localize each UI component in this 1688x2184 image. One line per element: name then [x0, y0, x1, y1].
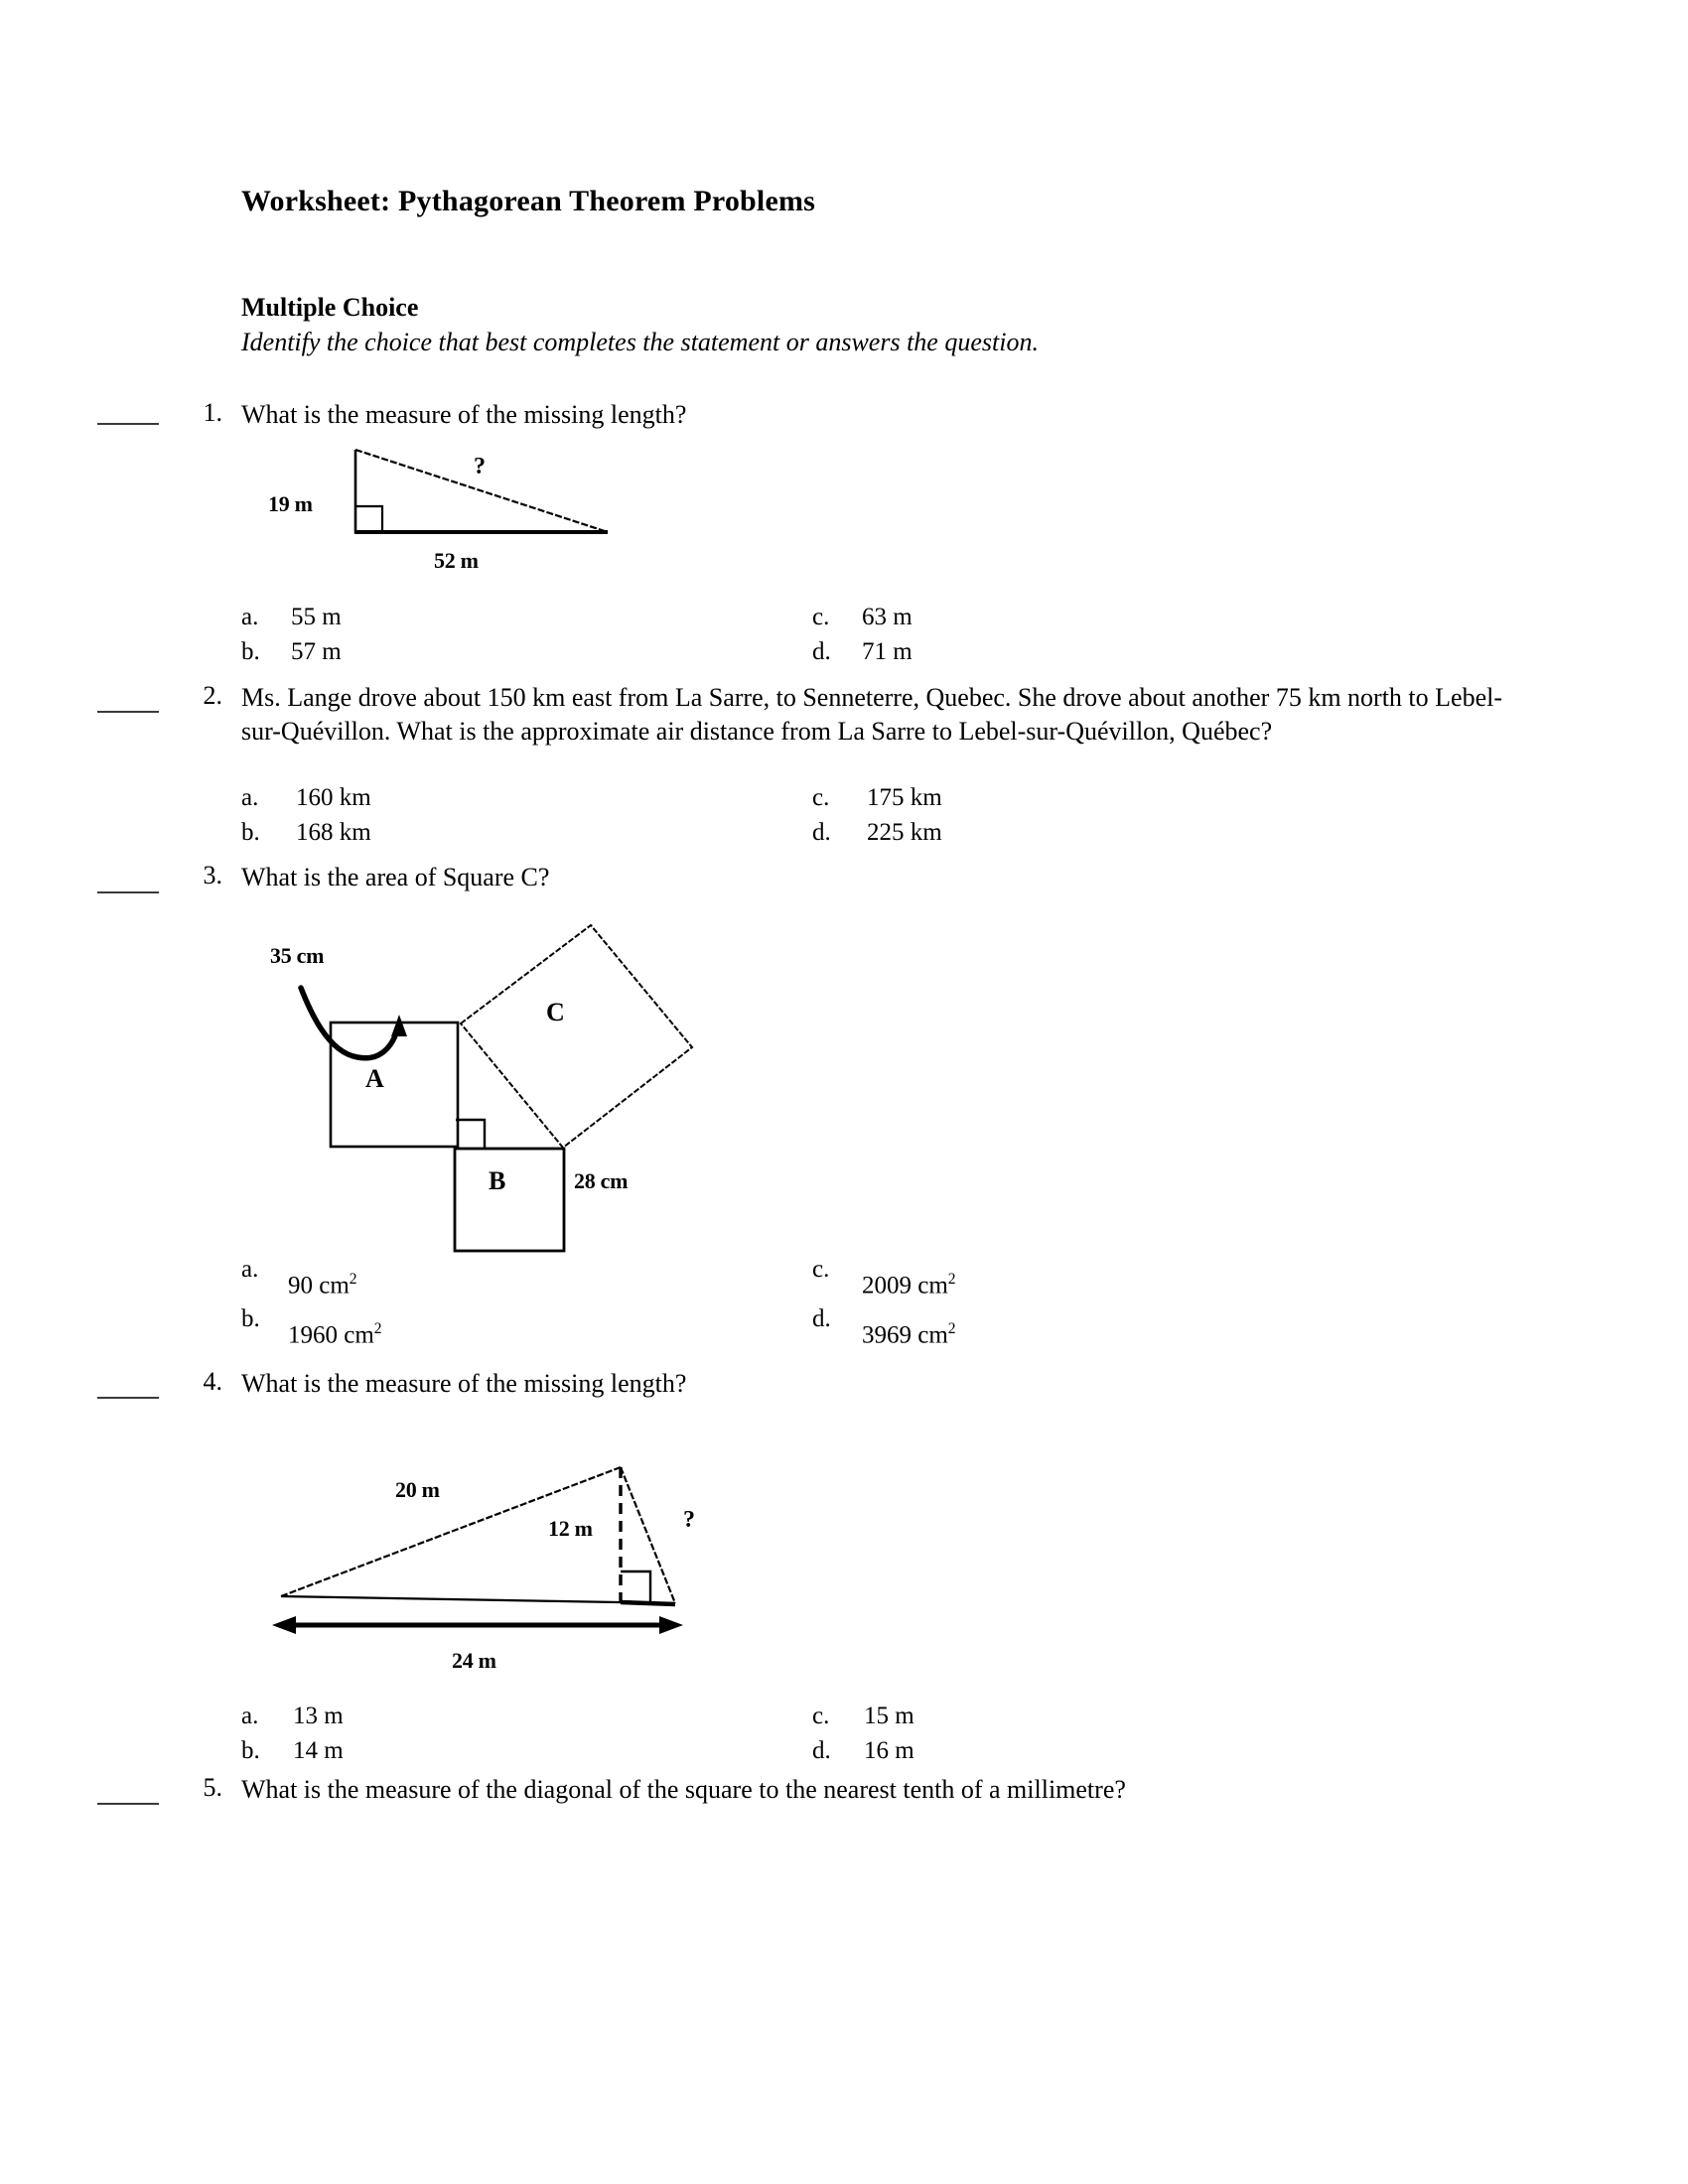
option-letter-3b: b. — [241, 1305, 260, 1332]
section-heading: Multiple Choice — [241, 293, 419, 322]
option-text-1d[interactable]: 71 m — [862, 638, 913, 665]
option-3b-exponent: 2 — [373, 1320, 382, 1337]
figure-4-label-12m: 12 m — [548, 1516, 593, 1541]
question-number-1: 1. — [203, 398, 222, 427]
option-letter-3c: c. — [812, 1256, 830, 1283]
question-text-2: Ms. Lange drove about 150 km east from La Sarre, to Senneterre, Quebec. She drove about another 75 km north to Lebel-sur-Quévillon. What is the approximate air distance from La Sarre to Lebel-sur-Quévillon, Québec? — [241, 683, 1503, 746]
option-text-1b[interactable]: 57 m — [291, 638, 342, 665]
option-letter-1a: a. — [241, 604, 259, 630]
question-number-4: 4. — [203, 1367, 222, 1396]
option-text-1c[interactable]: 63 m — [862, 604, 913, 630]
option-3c-value: 2009 cm — [862, 1272, 948, 1299]
option-letter-3d: d. — [812, 1305, 831, 1332]
option-3d-value: 3969 cm — [862, 1321, 948, 1349]
option-letter-1d: d. — [812, 638, 831, 665]
figure-4-missing-label: ? — [683, 1507, 695, 1533]
figure-3-square-a-label: A — [365, 1064, 384, 1093]
option-text-3c[interactable] — [862, 1271, 956, 1299]
option-letter-2c: c. — [812, 784, 830, 811]
figure-1-vertical-label: 19 m — [268, 491, 313, 516]
answer-blank-2[interactable] — [97, 710, 159, 713]
page-title: Worksheet: Pythagorean Theorem Problems — [241, 185, 816, 217]
answer-blank-4[interactable] — [97, 1396, 159, 1399]
question-number-5: 5. — [203, 1773, 222, 1802]
option-3c-exponent: 2 — [947, 1271, 956, 1288]
option-letter-2a: a. — [241, 784, 259, 811]
figure-4-label-20m: 20 m — [395, 1477, 440, 1502]
section-instruction: Identify the choice that best completes the statement or answers the question. — [241, 328, 1039, 356]
answer-blank-3[interactable] — [97, 890, 159, 893]
option-text-4d[interactable]: 16 m — [864, 1737, 914, 1764]
option-text-3d[interactable] — [862, 1320, 956, 1349]
option-letter-4c: c. — [812, 1703, 830, 1729]
option-letter-3a: a. — [241, 1256, 259, 1283]
option-3b-value: 1960 cm — [288, 1321, 374, 1349]
option-text-2c[interactable]: 175 km — [867, 784, 942, 811]
option-letter-2b: b. — [241, 819, 260, 846]
option-text-3b[interactable] — [288, 1320, 382, 1349]
question-number-3: 3. — [203, 861, 222, 889]
option-text-3a[interactable] — [288, 1271, 357, 1299]
figure-3-square-c-label: C — [546, 998, 565, 1026]
figure-question-1 — [338, 437, 635, 551]
option-text-1a[interactable]: 55 m — [291, 604, 342, 630]
figure-question-4 — [268, 1415, 705, 1643]
question-text-3: What is the area of Square C? — [241, 863, 550, 891]
answer-blank-1[interactable] — [97, 422, 159, 425]
option-letter-2d: d. — [812, 819, 831, 846]
answer-blank-5[interactable] — [97, 1802, 159, 1805]
figure-3-label-28cm: 28 cm — [574, 1168, 629, 1193]
option-text-4c[interactable]: 15 m — [864, 1703, 914, 1729]
option-3a-exponent: 2 — [349, 1271, 357, 1288]
question-number-2: 2. — [203, 681, 222, 710]
figure-1-base-label: 52 m — [434, 548, 479, 573]
option-text-2b[interactable]: 168 km — [296, 819, 371, 846]
question-text-4: What is the measure of the missing length? — [241, 1369, 687, 1398]
question-text-1: What is the measure of the missing length? — [241, 400, 687, 429]
option-letter-1b: b. — [241, 638, 260, 665]
option-3d-exponent: 2 — [947, 1320, 956, 1337]
option-letter-4d: d. — [812, 1737, 831, 1764]
option-letter-4a: a. — [241, 1703, 259, 1729]
option-text-2d[interactable]: 225 km — [867, 819, 942, 846]
figure-4-label-24m: 24 m — [452, 1648, 496, 1673]
figure-1-missing-label: ? — [474, 454, 486, 479]
figure-3-square-b-label: B — [489, 1166, 506, 1195]
option-letter-4b: b. — [241, 1737, 260, 1764]
question-text-5: What is the measure of the diagonal of the square to the nearest tenth of a millimetre? — [241, 1775, 1126, 1804]
option-3a-value: 90 cm — [288, 1272, 350, 1299]
figure-3-label-35cm: 35 cm — [270, 943, 325, 968]
option-text-4b[interactable]: 14 m — [293, 1737, 344, 1764]
option-text-4a[interactable]: 13 m — [293, 1703, 344, 1729]
option-text-2a[interactable]: 160 km — [296, 784, 371, 811]
figure-question-3 — [258, 903, 725, 1271]
option-letter-1c: c. — [812, 604, 830, 630]
